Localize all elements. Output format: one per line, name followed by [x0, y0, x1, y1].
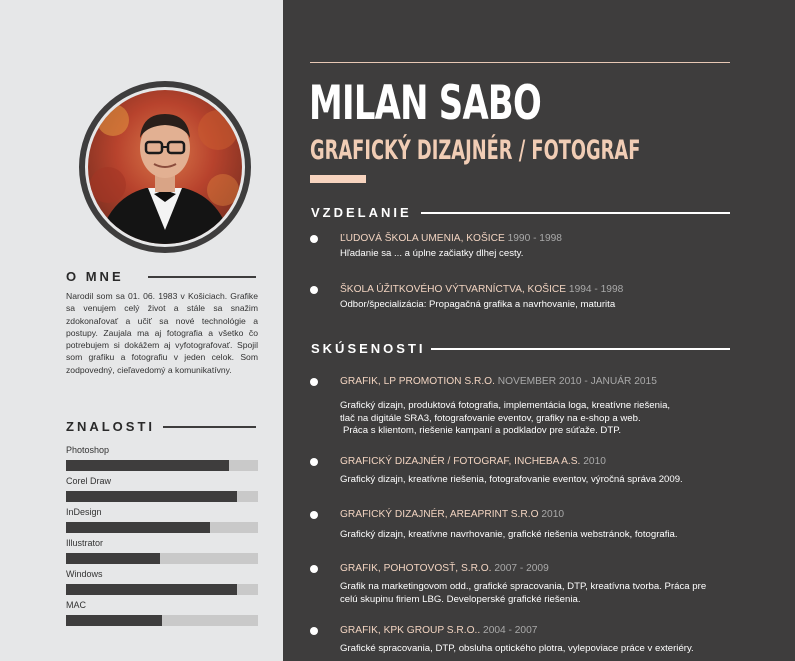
experience-heading: SKÚSENOSTI — [311, 341, 426, 356]
skill-bar-fill — [66, 491, 237, 502]
skill-bar-track — [66, 491, 258, 502]
entry-description-line: celú skupinu firiem LBG. Developerské grafické riešenia. — [340, 593, 581, 605]
bullet-icon — [310, 511, 318, 519]
entry-title: ŠKOLA ÚŽITKOVÉHO VÝTVARNÍCTVA, KOŠICE — [340, 284, 567, 295]
about-text: Narodil som sa 01. 06. 1983 v Košiciach. Grafike sa venujem celý život a stále sa snažim zdokonaľovať a učiť sa nové technológie a postupy. Zaujala ma aj fotografia a všetko čo potrebujem si dokážem aj vyfotografovať. Spojil som grafiku a fotografiu v jeden celok. Som zodpovedný, cieľavedomý a komunikatívny. — [66, 291, 258, 375]
skill-label: Illustrator — [66, 538, 104, 548]
education-heading-rule — [421, 212, 730, 214]
entry-description-line: Práca s klientom, riešenie kampaní a podkladov pre súťaže. DTP. — [343, 425, 622, 437]
skill-bar-fill — [66, 553, 160, 564]
bullet-icon — [310, 565, 318, 573]
entry-title: GRAFIK, KPK GROUP S.R.O.. — [340, 625, 481, 636]
sidebar — [0, 0, 283, 661]
profile-photo — [88, 90, 242, 244]
skill-bar-track — [66, 584, 258, 595]
top-rule — [310, 62, 730, 63]
entry-title-line — [340, 284, 623, 295]
bullet-icon — [310, 235, 318, 243]
about-heading-rule — [148, 276, 256, 278]
entry-description-line: tlač na digitále SRA3, fotografovanie eventov, grafiky na e-shop a web. — [340, 412, 641, 424]
entry-title-line — [340, 509, 564, 520]
skill-label: Corel Draw — [66, 476, 112, 486]
entry-title-line — [340, 456, 606, 467]
entry-title: GRAFIK, LP PROMOTION S.R.O. — [340, 376, 495, 387]
bullet-icon — [310, 627, 318, 635]
entry-description — [340, 400, 670, 438]
entry-years: 2010 — [541, 509, 565, 520]
entry-description-line: Grafické spracovania, DTP, obsluha optického plotra, vylepoviace práce v exteriéry. — [340, 643, 694, 654]
entry-years: 1990 - 1998 — [507, 233, 562, 244]
skill-label: InDesign — [66, 507, 102, 517]
entry-title-line — [340, 233, 562, 244]
entry-years: 2007 - 2009 — [494, 563, 549, 574]
name-title: MILAN SABO — [309, 76, 542, 131]
skill-bar-track — [66, 460, 258, 471]
skill-bar-track — [66, 522, 258, 533]
skill-bar-track — [66, 553, 258, 564]
entry-description-line: Grafický dizajn, produktová fotografia, implementácia loga, kreatívne riešenia, — [340, 400, 671, 411]
accent-bar — [310, 175, 366, 183]
entry-description — [340, 581, 706, 606]
education-heading: VZDELANIE — [311, 205, 412, 220]
entry-title-line — [340, 625, 537, 636]
bullet-icon — [310, 458, 318, 466]
entry-years: 2004 - 2007 — [483, 625, 538, 636]
entry-years: NOVEMBER 2010 - JANUÁR 2015 — [497, 376, 657, 387]
skill-bar-fill — [66, 460, 229, 471]
entry-title-line — [340, 563, 549, 574]
skill-bar-fill — [66, 584, 237, 595]
entry-years: 2010 — [583, 456, 606, 467]
entry-description-line: Grafický dizajn, kreatívne riešenia, fotografovanie eventov, výročná správa 2009. — [340, 474, 683, 485]
entry-description: Hľadanie sa ... a úplne začiatky dlhej cesty. — [340, 248, 524, 259]
role-subtitle: GRAFICKÝ DIZAJNÉR / FOTOGRAF — [310, 135, 641, 166]
entry-years: 1994 - 1998 — [568, 284, 624, 295]
entry-title: GRAFICKÝ DIZAJNÉR / FOTOGRAF, INCHEBA A.S. — [340, 456, 581, 467]
about-heading: O MNE — [66, 269, 124, 284]
entry-description — [340, 529, 678, 542]
bullet-icon — [310, 378, 318, 386]
experience-heading-rule — [431, 348, 730, 350]
entry-title: ĽUDOVÁ ŠKOLA UMENIA, KOŠICE — [340, 233, 505, 244]
entry-description: Odbor/špecializácia: Propagačná grafika a navrhovanie, maturita — [340, 299, 616, 310]
bullet-icon — [310, 286, 318, 294]
skills-heading: ZNALOSTI — [66, 419, 155, 434]
entry-description-line: Grafický dizajn, kreatívne navrhovanie, grafické riešenia webstránok, fotografia. — [340, 529, 678, 540]
skill-label: Windows — [66, 569, 103, 579]
entry-description — [340, 474, 683, 487]
skill-bar-fill — [66, 522, 210, 533]
entry-title-line — [340, 376, 657, 387]
entry-description — [340, 643, 694, 656]
main-content — [283, 0, 795, 661]
skill-label: Photoshop — [66, 445, 110, 455]
entry-title: GRAFICKÝ DIZAJNÉR, AREAPRINT S.R.O — [340, 509, 539, 520]
skill-bar-fill — [66, 615, 162, 626]
skills-heading-rule — [163, 426, 256, 428]
skill-label: MAC — [66, 600, 86, 610]
entry-title: GRAFIK, POHOTOVOSŤ, S.R.O. — [340, 563, 492, 574]
skill-bar-track — [66, 615, 258, 626]
entry-description-line: Grafik na marketingovom odd., grafické spracovania, DTP, kreatívna tvorba. Práca pre — [340, 581, 707, 592]
